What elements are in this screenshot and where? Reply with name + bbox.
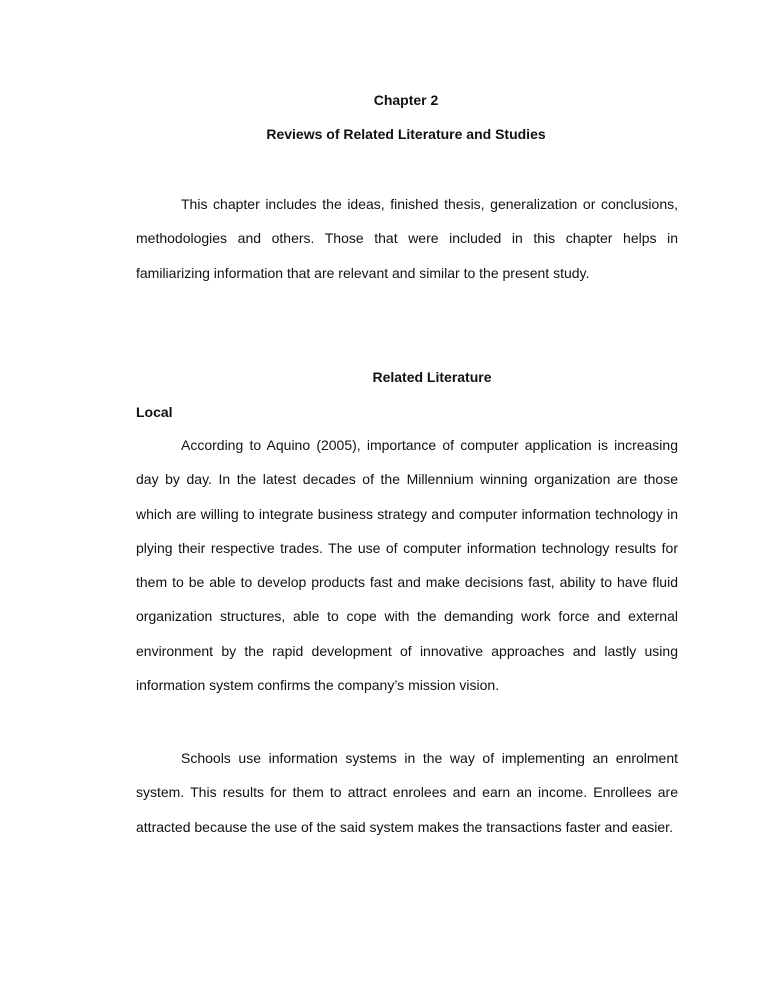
chapter-subtitle: Reviews of Related Literature and Studies [266, 126, 546, 142]
intro-paragraph: This chapter includes the ideas, finished thesis, generalization or conclusions, methodologies and others. Those that were included in this chapter helps in familiarizing information that are relevant and similar to the present study. [136, 196, 678, 281]
subsection-heading: Local [136, 404, 173, 420]
chapter-title: Chapter 2 [373, 92, 439, 108]
section-heading: Related Literature [372, 369, 492, 385]
body-paragraph: Schools use information systems in the way of implementing an enrolment system. This results for them to attract enrolees and earn an income. Enrollees are attracted because the use of the said system makes the transactions faster and easier. [136, 750, 678, 835]
body-paragraph: According to Aquino (2005), importance of computer application is increasing day by day. In the latest decades of the Millennium winning organization are those which are willing to integrate business strategy and computer information technology in plying their respective trades. The use of computer information technology results for them to be able to develop products fast and make decisions fast, ability to have fluid organization structures, able to cope with the demanding work force and external environment by the rapid development of innovative approaches and lastly using information system confirms the company’s mission vision. [136, 437, 678, 694]
